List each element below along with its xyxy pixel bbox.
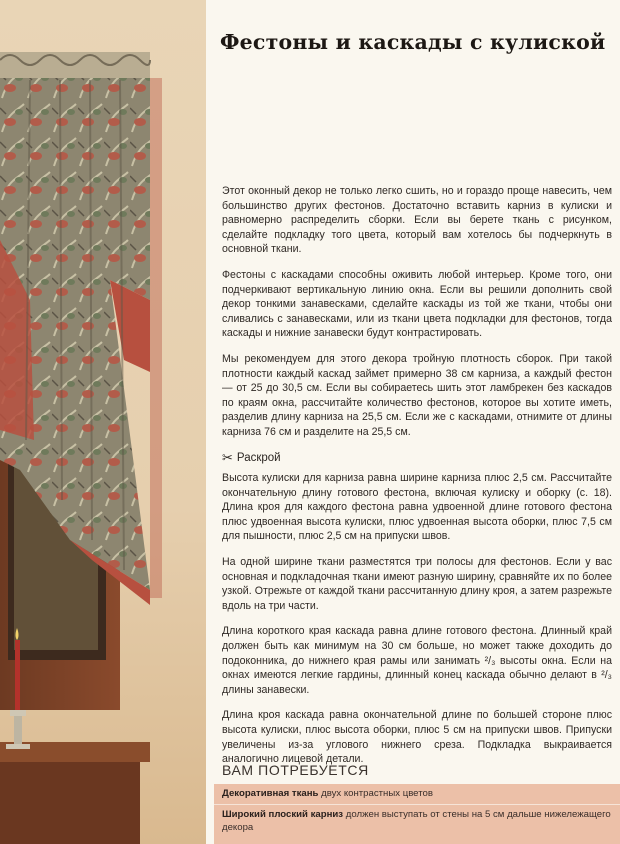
materials-divider bbox=[214, 804, 620, 805]
materials-text: должен выступать от стены на 5 см дальше нижележащего декора bbox=[222, 809, 611, 833]
materials-text: двух контрастных цветов bbox=[321, 788, 433, 799]
cutting-paragraph-1: Высота кулиски для карниза равна ширине карниза плюс 2,5 см. Рассчитайте окончательную длину готового фестона, включая кулиску и оборку (с. 18). Длина кроя для каждого фестона равна удвоенной длине готового фестона плюс удвоенная высота кулиски, плюс удвоенная высота оборки, плюс 7,5 см для пышности, плюс 2,5 см на припуски швов. bbox=[222, 472, 612, 543]
materials-item bbox=[222, 788, 612, 801]
materials-title: ВАМ ПОТРЕБУЕТСЯ bbox=[222, 762, 369, 778]
cutting-paragraph-2: На одной ширине ткани разместятся три полосы для фестонов. Если у вас основная и подкладочная ткани имеют разную ширину, сравняйте их по более узкой. Отрежьте от каждой ткани рассчитанную длину кроя, а затем разрежьте вдоль на три части. bbox=[222, 556, 612, 612]
text-page bbox=[206, 0, 620, 844]
cutting-paragraph-4: Длина кроя каскада равна окончательной длине по большей стороне плюс высота кулиски, плюс высота оборки, плюс 5 см на припуски швов. Припуски увеличены из-за углового нижнего среза. Подкладка выкраивается аналогично лицевой детали. bbox=[222, 709, 612, 766]
intro-paragraph-3: Мы рекомендуем для этого декора тройную плотность сборок. При такой плотности каждый каскад займет примерно 38 см карниза, а каждый фестон — от 25 до 30,5 см. Если вы собираетесь шить этот ламбрекен без каскадов по краям окна, рассчитайте количество фестонов, которое вы хотите иметь, разделив длину карниза на 25,5 см. Если же с каскадами, отнимите от длины карниза 76 см и разделите на 25,5 см. bbox=[222, 352, 612, 438]
curtain-illustration bbox=[0, 0, 206, 844]
cutting-heading-label: Раскрой bbox=[236, 451, 281, 464]
materials-term: Декоративная ткань bbox=[222, 788, 319, 799]
curtain-photo bbox=[0, 0, 206, 844]
materials-term: Широкий плоский карниз bbox=[222, 809, 344, 820]
materials-item bbox=[222, 809, 612, 834]
intro-paragraph-2: Фестоны с каскадами способны оживить любой интерьер. Кроме того, они подчеркивают вертикальную линию окна. Если вы решили дополнить свой декор тонкими занавесками, сделайте каскады из той же ткани, чтобы они сливались с занавесками, или из ткани цвета подкладки для фестонов, тогда каскады и нижние занавески будут контрастировать. bbox=[222, 268, 612, 340]
cutting-paragraph-3: Длина короткого края каскада равна длине готового фестона. Длинный край должен быть как минимум на 30 см больше, но может также доходить до подоконника, до нижнего края рамы или занимать ²/₃ высоты окна. Если на окнах имеются легкие гардины, длинный конец каскада обычно делают в ²/₃ длины занавески. bbox=[222, 625, 612, 696]
intro-paragraph-1: Этот оконный декор не только легко сшить, но и гораздо проще навесить, чем большинство других фестонов. Достаточно вставить карниз в кулиски и равномерно распределить сборки. Если вы берете ткань с рисунком, сделайте подкладку того цвета, который вам хотелось бы подчеркнуть в основной ткани. bbox=[222, 185, 612, 256]
cutting-heading bbox=[222, 451, 612, 466]
materials-box bbox=[214, 784, 620, 844]
scissors-icon: ✂ bbox=[222, 449, 233, 465]
article-body bbox=[222, 184, 612, 778]
page-title: Фестоны и каскады с кулиской bbox=[220, 30, 606, 54]
